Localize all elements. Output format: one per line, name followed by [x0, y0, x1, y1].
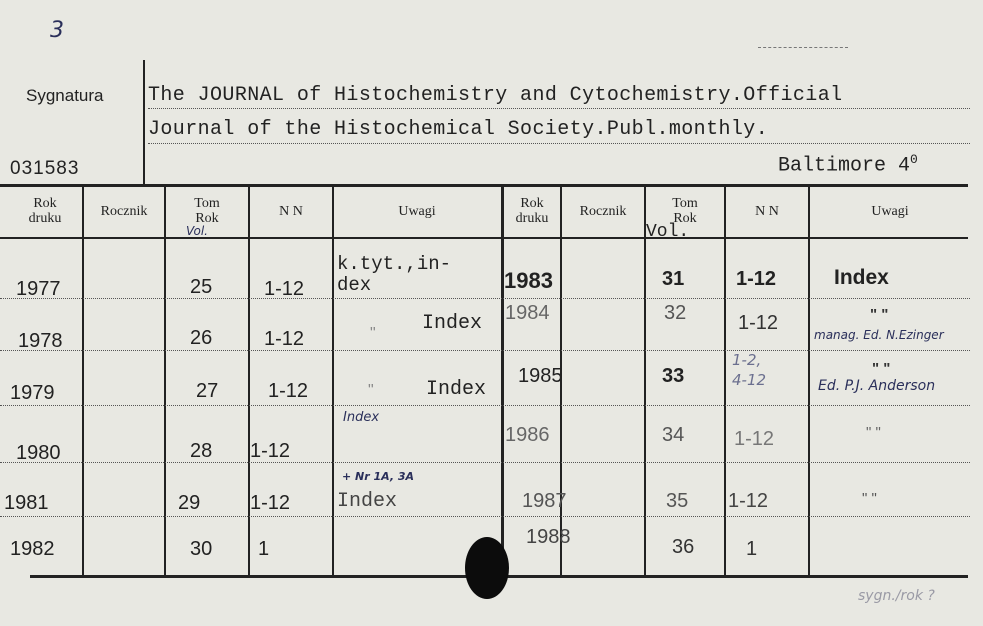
- header-uwagi: Uwagi: [398, 204, 436, 219]
- right-row-nn: 1-12: [736, 268, 777, 290]
- right-row-note: " ": [866, 424, 881, 441]
- header-nn: N N: [279, 204, 303, 219]
- left-row-nn: 1-12: [250, 492, 291, 514]
- handwritten-supplement: + Nr 1A, 3A: [342, 470, 415, 483]
- format-superscript: 0: [910, 152, 918, 167]
- left-row-note: k.tyt.,in- dex: [337, 253, 452, 296]
- row-rule: [0, 405, 970, 406]
- left-row-year: 1980: [16, 442, 61, 464]
- left-row-vol: 30: [190, 538, 213, 560]
- right-row-vol: 32: [664, 302, 687, 324]
- left-row-year: 1977: [16, 278, 61, 300]
- right-row-nn: 1-12: [738, 312, 779, 334]
- right-row-nn: 1-12: [728, 490, 769, 512]
- footer-note: sygn./rok ?: [858, 588, 935, 604]
- right-row-note: Index: [834, 266, 889, 289]
- signature-code: 031583: [10, 158, 80, 179]
- col-divider: [808, 186, 810, 576]
- handwritten-editor: manag. Ed. N.Ezinger: [814, 328, 944, 342]
- row-rule: [0, 462, 970, 463]
- left-row-nn: 1-12: [250, 440, 291, 462]
- left-row-year: 1981: [4, 492, 49, 514]
- card-corner-number: 3: [50, 18, 64, 43]
- left-row-vol: 25: [190, 276, 213, 298]
- handwritten-editor: Ed. P.J. Anderson: [818, 378, 936, 394]
- left-row-vol: 26: [190, 327, 213, 349]
- row-rule: [0, 298, 970, 299]
- left-row-year: 1979: [10, 382, 55, 404]
- header-uwagi-right: Uwagi: [871, 204, 909, 219]
- left-row-year: 1978: [18, 330, 63, 352]
- left-row-nn: 1-12: [264, 278, 305, 300]
- place-format: [778, 152, 918, 178]
- col-divider: [724, 186, 726, 576]
- right-row-nn: 1-2, 4-12: [732, 351, 767, 389]
- header-vol-note: Vol.: [186, 224, 208, 238]
- ditto-mark: ": [370, 325, 376, 342]
- card-punch-hole: [465, 537, 509, 599]
- right-row-vol: 36: [672, 536, 695, 558]
- right-row-year: 1984: [505, 302, 550, 324]
- right-row-vol: 33: [662, 365, 685, 387]
- header-tom-rok-right: Tom Rok: [672, 196, 698, 226]
- right-row-year: 1983: [504, 268, 553, 293]
- right-row-nn: 1-12: [734, 428, 775, 450]
- table-top-rule: [0, 184, 968, 187]
- left-row-note: Index: [337, 490, 398, 513]
- right-row-note: " ": [872, 360, 891, 377]
- header-rocznik-right: Rocznik: [579, 204, 627, 219]
- place: Baltimore 4: [778, 154, 911, 178]
- header-mark: [758, 47, 848, 48]
- left-row-year: 1982: [10, 538, 55, 560]
- header-vol-note-right: Vol.: [646, 222, 690, 242]
- right-row-year: 1988: [526, 526, 571, 548]
- header-rok-druku-right: Rok druku: [515, 196, 549, 226]
- row-rule: [0, 350, 970, 351]
- right-row-vol: 35: [666, 490, 689, 512]
- title-line-1: The JOURNAL of Histochemistry and Cytochemistry.Official: [148, 84, 843, 107]
- right-row-year: 1986: [505, 424, 550, 446]
- right-row-nn: 1: [746, 538, 758, 560]
- signature-label: Sygnatura: [26, 86, 104, 105]
- signature-divider: [143, 60, 145, 185]
- left-row-nn: 1-12: [268, 380, 309, 402]
- left-row-nn: 1-12: [264, 328, 305, 350]
- right-row-note: " ": [862, 490, 877, 507]
- right-row-vol: 34: [662, 424, 685, 446]
- left-row-nn: 1: [258, 538, 270, 560]
- col-divider: [644, 186, 646, 576]
- col-divider: [248, 186, 250, 576]
- right-row-year: 1987: [522, 490, 567, 512]
- title-rule-2: [148, 143, 970, 144]
- header-nn-right: N N: [755, 204, 779, 219]
- row-rule: [0, 516, 970, 517]
- title-line-2: Journal of the Histochemical Society.Publ.monthly.: [148, 118, 769, 141]
- left-row-note: Index: [426, 378, 487, 401]
- title-rule-1: [148, 108, 970, 109]
- left-row-vol: 27: [196, 380, 219, 402]
- left-row-vol: 29: [178, 492, 201, 514]
- handwritten-index: Index: [343, 410, 380, 425]
- left-row-vol: 28: [190, 440, 213, 462]
- header-rok-druku: Rok druku: [28, 196, 62, 226]
- right-row-note: " ": [870, 306, 889, 323]
- col-divider-center: [501, 186, 504, 576]
- header-tom-rok: Tom Rok: [194, 196, 220, 226]
- ditto-mark: ": [368, 382, 374, 399]
- right-row-year: 1985: [518, 365, 563, 387]
- right-row-vol: 31: [662, 268, 685, 290]
- header-rocznik: Rocznik: [100, 204, 148, 219]
- left-row-note: Index: [422, 312, 483, 335]
- col-divider: [332, 186, 334, 576]
- table-header-rule: [0, 237, 968, 239]
- col-divider: [164, 186, 166, 576]
- col-divider: [82, 186, 84, 576]
